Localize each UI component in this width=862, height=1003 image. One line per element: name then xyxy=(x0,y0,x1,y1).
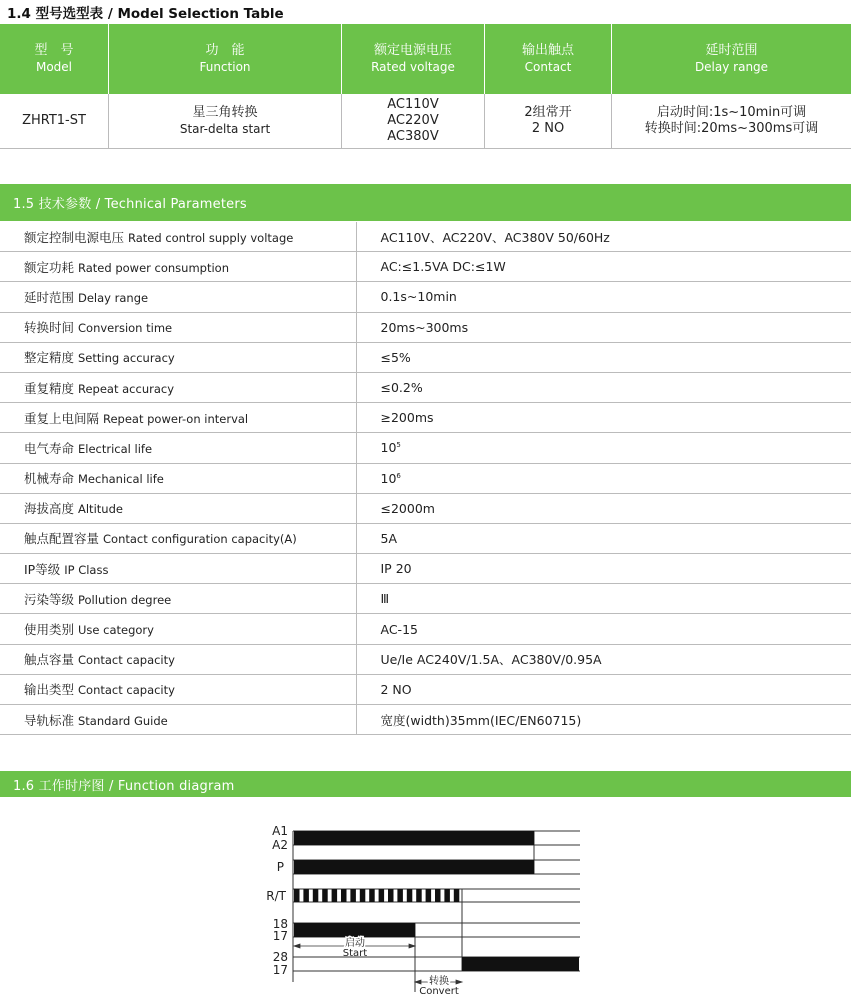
parameter-label: 使用类别 Use category xyxy=(0,614,356,644)
table-row xyxy=(0,403,851,433)
label-18: 18 xyxy=(272,917,288,931)
parameter-label: 重复精度 Repeat accuracy xyxy=(0,372,356,402)
parameter-value: AC-15 xyxy=(356,614,851,644)
header-function: 功 能 Function xyxy=(109,24,342,94)
parameter-label: 机械寿命 Mechanical life xyxy=(0,463,356,493)
label-17a: 17 xyxy=(272,929,288,943)
rt-pulse xyxy=(426,889,432,902)
function-diagram-bar: 1.6 工作时序图 / Function diagram xyxy=(0,771,851,797)
table-row xyxy=(0,493,851,523)
parameter-label: 触点配置容量 Contact configuration capacity(A) xyxy=(0,523,356,553)
model-selection-title: 1.4 型号选型表 / Model Selection Table xyxy=(7,6,284,22)
table-row xyxy=(0,252,851,282)
header-delay-range: 延时范围 Delay range xyxy=(612,24,852,94)
rt-pulse-train xyxy=(294,889,459,902)
rt-pulse xyxy=(388,889,394,902)
voltage-cell: AC110V AC220V AC380V xyxy=(342,94,485,149)
parameter-label: 整定精度 Setting accuracy xyxy=(0,342,356,372)
parameter-label: 重复上电间隔 Repeat power-on interval xyxy=(0,403,356,433)
parameter-label: 转换时间 Conversion time xyxy=(0,312,356,342)
rt-pulse xyxy=(341,889,347,902)
header-model: 型 号 Model xyxy=(0,24,109,94)
rt-pulse xyxy=(407,889,413,902)
label-17b: 17 xyxy=(272,963,288,977)
rt-pulse xyxy=(397,889,403,902)
label-p: P xyxy=(276,860,284,874)
label-a1: A1 xyxy=(272,824,288,838)
table-row xyxy=(0,523,851,553)
rt-pulse xyxy=(303,889,309,902)
parameter-label: 海拔高度 Altitude xyxy=(0,493,356,523)
parameter-value: AC:≤1.5VA DC:≤1W xyxy=(356,252,851,282)
model-selection-table xyxy=(0,24,851,149)
table-row xyxy=(0,614,851,644)
rt-pulse xyxy=(369,889,375,902)
table-row xyxy=(0,372,851,402)
parameter-value: Ⅲ xyxy=(356,584,851,614)
parameter-value: ≤2000m xyxy=(356,493,851,523)
contact-18-17-bar xyxy=(294,923,415,937)
parameter-label: 额定功耗 Rated power consumption xyxy=(0,252,356,282)
table-row xyxy=(0,674,851,704)
parameter-value: 0.1s~10min xyxy=(356,282,851,312)
parameter-value: $10^5$ xyxy=(356,433,851,463)
function-cell: 星三角转换 Star-delta start xyxy=(109,94,342,149)
parameter-label: 电气寿命 Electrical life xyxy=(0,433,356,463)
start-en-label: Start xyxy=(342,948,368,959)
parameter-value: AC110V、AC220V、AC380V 50/60Hz xyxy=(356,222,851,252)
convert-en-label: Convert xyxy=(419,986,459,997)
parameter-label: 导轨标准 Standard Guide xyxy=(0,705,356,735)
rt-pulse xyxy=(379,889,385,902)
table-row xyxy=(0,312,851,342)
table-row xyxy=(0,94,851,149)
model-cell: ZHRT1-ST xyxy=(0,94,109,149)
table-row xyxy=(0,644,851,674)
label-rt: R/T xyxy=(266,889,286,903)
header-contact: 输出触点 Contact xyxy=(485,24,612,94)
rt-pulse xyxy=(350,889,356,902)
parameter-label: IP等级 IP Class xyxy=(0,554,356,584)
parameter-value: ≤5% xyxy=(356,342,851,372)
header-rated-voltage: 额定电源电压 Rated voltage xyxy=(342,24,485,94)
label-28: 28 xyxy=(272,950,288,964)
convert-cn-label: 转换 xyxy=(429,976,449,987)
label-a2: A2 xyxy=(272,838,288,852)
parameter-value: ≤0.2% xyxy=(356,372,851,402)
rt-pulse xyxy=(294,889,300,902)
rt-pulse xyxy=(435,889,441,902)
rt-pulse xyxy=(444,889,450,902)
table-row xyxy=(0,342,851,372)
rt-pulse xyxy=(416,889,422,902)
parameter-label: 输出类型 Contact capacity xyxy=(0,674,356,704)
table-row xyxy=(0,433,851,463)
rt-pulse xyxy=(454,889,460,902)
table-row xyxy=(0,463,851,493)
table-row xyxy=(0,554,851,584)
contact-cell: 2组常开 2 NO xyxy=(485,94,612,149)
parameter-value: Ue/Ie AC240V/1.5A、AC380V/0.95A xyxy=(356,644,851,674)
parameter-label: 延时范围 Delay range xyxy=(0,282,356,312)
table-row xyxy=(0,222,851,252)
parameter-value: $10^6$ xyxy=(356,463,851,493)
rt-pulse xyxy=(313,889,319,902)
parameter-label: 污染等级 Pollution degree xyxy=(0,584,356,614)
parameter-value: 5A xyxy=(356,523,851,553)
rt-pulse xyxy=(332,889,338,902)
delay-cell: 启动时间:1s~10min可调 转换时间:20ms~300ms可调 xyxy=(612,94,852,149)
technical-parameters-bar: 1.5 技术参数 / Technical Parameters xyxy=(0,184,851,221)
table-row xyxy=(0,705,851,735)
a1-a2-signal-bar xyxy=(294,831,534,845)
function-diagram xyxy=(0,812,862,1003)
parameter-label: 触点容量 Contact capacity xyxy=(0,644,356,674)
rt-pulse xyxy=(360,889,366,902)
start-cn-label: 启动 xyxy=(345,938,365,949)
parameter-value: 2 NO xyxy=(356,674,851,704)
parameter-value: 宽度(width)35mm(IEC/EN60715) xyxy=(356,705,851,735)
parameter-label: 额定控制电源电压 Rated control supply voltage xyxy=(0,222,356,252)
p-signal-bar xyxy=(294,860,534,874)
table-row xyxy=(0,584,851,614)
table-row xyxy=(0,282,851,312)
parameter-value: ≥200ms xyxy=(356,403,851,433)
technical-parameters-table xyxy=(0,222,851,735)
contact-28-17-bar xyxy=(462,957,579,971)
parameter-value: 20ms~300ms xyxy=(356,312,851,342)
parameter-value: IP 20 xyxy=(356,554,851,584)
rt-pulse xyxy=(322,889,328,902)
